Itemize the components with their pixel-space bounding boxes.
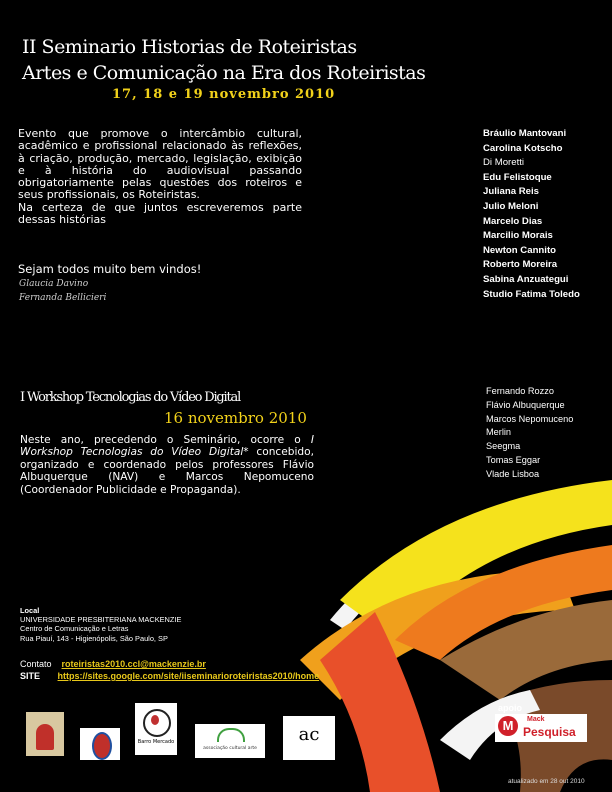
- seminar-dates: 17, 18 e 19 novembro 2010: [112, 87, 336, 102]
- speaker-name: Carolina Kotscho: [483, 142, 563, 154]
- logo-1: [26, 712, 64, 756]
- mack-text: Mack: [527, 716, 545, 723]
- workshop-speaker-name: Marcos Nepomuceno: [486, 413, 574, 424]
- venue-line-3: Rua Piauí, 143 - Higienópolis, São Paulo, SP: [20, 633, 168, 643]
- venue-block: [20, 606, 181, 643]
- speaker-name: Juliana Reis: [483, 186, 539, 198]
- apoio-label: apoio: [498, 703, 522, 713]
- workshop-text-before: Neste ano, precedendo o Seminário, ocorre o: [20, 434, 311, 446]
- logo-3-text: Barro Mercado: [137, 739, 175, 745]
- page-title: II Seminario Historias de Roteiristas: [22, 36, 357, 58]
- speaker-name: Roberto Moreira: [483, 259, 558, 271]
- speaker-list: [483, 127, 580, 302]
- workshop-text-italic: I Workshop Tecnologias do Vídeo Digital*: [20, 434, 314, 459]
- page-subtitle: Artes e Comunicação na Era dos Roteiristas: [22, 62, 426, 84]
- logo-4: [195, 724, 265, 758]
- speaker-name: Edu Felistoque: [483, 171, 552, 183]
- signature-1: Glaucia Davino: [19, 279, 89, 289]
- mack-pesquisa-logo: M Mack Pesquisa: [495, 714, 587, 742]
- workshop-speaker-name: Merlin: [486, 427, 512, 438]
- speaker-name: Sabina Anzuategui: [483, 273, 569, 285]
- workshop-title: I Workshop Tecnologias do Vídeo Digital: [20, 390, 241, 405]
- pesquisa-text: Pesquisa: [523, 725, 576, 739]
- logo-5: [283, 716, 335, 760]
- signature-2: Fernanda Bellicieri: [19, 293, 107, 303]
- contact-label: Contato: [20, 659, 52, 669]
- intro-paragraph-2: Na certeza de que juntos escreveremos parte dessas histórias: [18, 200, 302, 227]
- intro-paragraph-1: Evento que promove o intercâmbio cultural, acadêmico e profissional relacionado às reflexões, à criação, produção, mercado, legislação, exibição e à história do audiovisual passando obrigatoriamente pelas questões dos roteiros e seus profissionais, os Roteiristas.: [18, 127, 302, 202]
- speaker-name: Newton Cannito: [483, 244, 557, 256]
- venue-line-1: UNIVERSIDADE PRESBITERIANA MACKENZIE: [20, 615, 182, 625]
- contact-email-link[interactable]: roteiristas2010.ccl@mackenzie.br: [61, 659, 206, 669]
- site-line: [20, 671, 319, 681]
- speaker-name: Bráulio Mantovani: [483, 128, 567, 139]
- logo-5-text: ac: [298, 724, 320, 745]
- workshop-speaker-name: Fernando Rozzo: [486, 386, 554, 396]
- workshop-speaker-name: Seegma: [486, 441, 521, 452]
- workshop-speaker-name: Vlade Lisboa: [486, 468, 540, 479]
- workshop-date: 16 novembro 2010: [164, 409, 307, 427]
- contact-line: [20, 659, 206, 669]
- updated-note: atualizado em 28 out 2010: [508, 778, 585, 785]
- logo-4-text: associação cultural arte: [203, 746, 257, 751]
- workshop-text-after: concebido, organizado e coordenado pelos professores Flávio Albuquerque (NAV) e Marcos Nepomuceno (Coordenador Publicidade e Propaganda).: [20, 446, 314, 496]
- speaker-name: Marcilio Morais: [483, 230, 553, 242]
- site-link[interactable]: https://sites.google.com/site/iiseminarioroteiristas2010/home: [57, 671, 320, 681]
- workshop-speaker-name: Tomas Eggar: [486, 454, 541, 465]
- venue-line-2: Centro de Comunicação e Letras: [20, 624, 129, 634]
- workshop-speaker-list: [486, 385, 573, 482]
- venue-label: Local: [20, 606, 40, 615]
- logo-3: [135, 703, 177, 755]
- speaker-name: Di Moretti: [483, 157, 525, 169]
- intro-text: [18, 128, 302, 226]
- speaker-name: Studio Fatima Toledo: [483, 288, 580, 300]
- workshop-description: [20, 434, 314, 496]
- logo-2: [80, 728, 120, 760]
- speaker-name: Julio Meloni: [483, 200, 539, 212]
- site-label: SITE: [20, 671, 41, 681]
- welcome-text: Sejam todos muito bem vindos!: [18, 262, 202, 276]
- workshop-speaker-name: Flávio Albuquerque: [486, 399, 565, 410]
- speaker-name: Marcelo Dias: [483, 215, 543, 227]
